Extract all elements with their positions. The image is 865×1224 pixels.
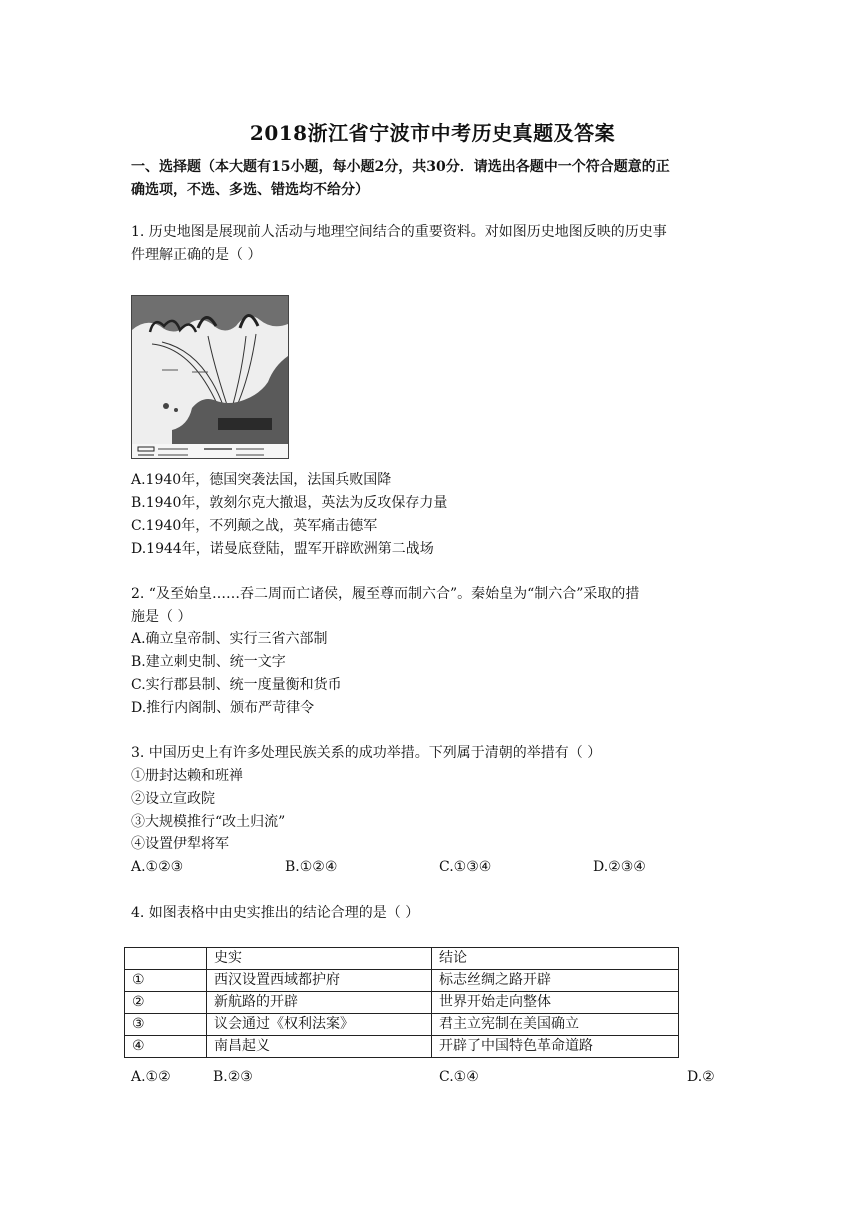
q2-option-c: C.实行郡县制、统一度量衡和货币 — [131, 677, 342, 693]
q3-option-a: A.①②③ — [131, 859, 184, 875]
q1-option-d: D.1944年，诺曼底登陆，盟军开辟欧洲第二战场 — [131, 541, 434, 557]
q3-item-1: ①册封达赖和班禅 — [131, 768, 243, 784]
q1-option-c: C.1940年，不列颠之战，英军痛击德军 — [131, 518, 378, 534]
table-header-cell — [125, 948, 207, 970]
q4-option-b: B.②③ — [213, 1069, 253, 1085]
history-facts-table — [124, 947, 679, 1058]
q3-option-c: C.①③④ — [439, 859, 492, 875]
section-heading-line2: 确选项，不选、多选、错选均不给分） — [131, 182, 369, 198]
q3-item-3: ③大规模推行“改土归流” — [131, 814, 286, 830]
q2-option-d: D.推行内阁制、颁布严苛律令 — [131, 700, 315, 716]
table-row — [125, 992, 679, 1014]
dunkirk-map-illustration — [132, 296, 288, 458]
q4-option-d: D.② — [687, 1069, 715, 1085]
table-row — [125, 1036, 679, 1058]
table-cell: 世界开始走向整体 — [432, 992, 679, 1014]
table-cell: 君主立宪制在美国确立 — [432, 1014, 679, 1036]
q2-option-a: A.确立皇帝制、实行三省六部制 — [131, 631, 328, 647]
q3-item-4: ④设置伊犁将军 — [131, 836, 229, 852]
table-cell: 南昌起义 — [207, 1036, 432, 1058]
q3-option-d: D.②③④ — [593, 859, 646, 875]
section-heading-line1: 一、选择题（本大题有15小题，每小题2分，共30分．请选出各题中一个符合题意的正 — [131, 159, 670, 175]
table-cell: ① — [125, 970, 207, 992]
q1-stem-line2: 件理解正确的是（ ） — [131, 247, 262, 263]
table-row — [125, 1014, 679, 1036]
table-cell: 新航路的开辟 — [207, 992, 432, 1014]
q4-option-c: C.①④ — [439, 1069, 479, 1085]
q2-stem-line2: 施是（ ） — [131, 609, 192, 625]
q3-option-b: B.①②④ — [285, 859, 338, 875]
table-cell: ② — [125, 992, 207, 1014]
q2-stem-line1: 2. “及至始皇……吞二周而亡诸侯，履至尊而制六合”。秦始皇为“制六合”采取的措 — [131, 586, 640, 602]
table-cell: ③ — [125, 1014, 207, 1036]
table-header-cell: 结论 — [432, 948, 679, 970]
table-cell: 西汉设置西域都护府 — [207, 970, 432, 992]
table-cell: 议会通过《权利法案》 — [207, 1014, 432, 1036]
historical-map-image — [131, 295, 289, 459]
q4-stem: 4. 如图表格中由史实推出的结论合理的是（ ） — [131, 905, 420, 921]
table-cell: 标志丝绸之路开辟 — [432, 970, 679, 992]
table-cell: 开辟了中国特色革命道路 — [432, 1036, 679, 1058]
table-header-row — [125, 948, 679, 970]
q1-option-b: B.1940年，敦刻尔克大撤退，英法为反攻保存力量 — [131, 495, 448, 511]
table-row — [125, 970, 679, 992]
page-title: 2018浙江省宁波市中考历史真题及答案 — [249, 121, 616, 145]
q1-option-a: A.1940年，德国突袭法国，法国兵败国降 — [131, 472, 392, 488]
q3-item-2: ②设立宣政院 — [131, 791, 215, 807]
table-header-cell: 史实 — [207, 948, 432, 970]
q2-option-b: B.建立刺史制、统一文字 — [131, 654, 286, 670]
table-cell: ④ — [125, 1036, 207, 1058]
q1-stem-line1: 1. 历史地图是展现前人活动与地理空间结合的重要资料。对如图历史地图反映的历史事 — [131, 224, 667, 240]
q4-option-a: A.①② — [131, 1069, 171, 1085]
q3-stem: 3. 中国历史上有许多处理民族关系的成功举措。下列属于清朝的举措有（ ） — [131, 745, 602, 761]
